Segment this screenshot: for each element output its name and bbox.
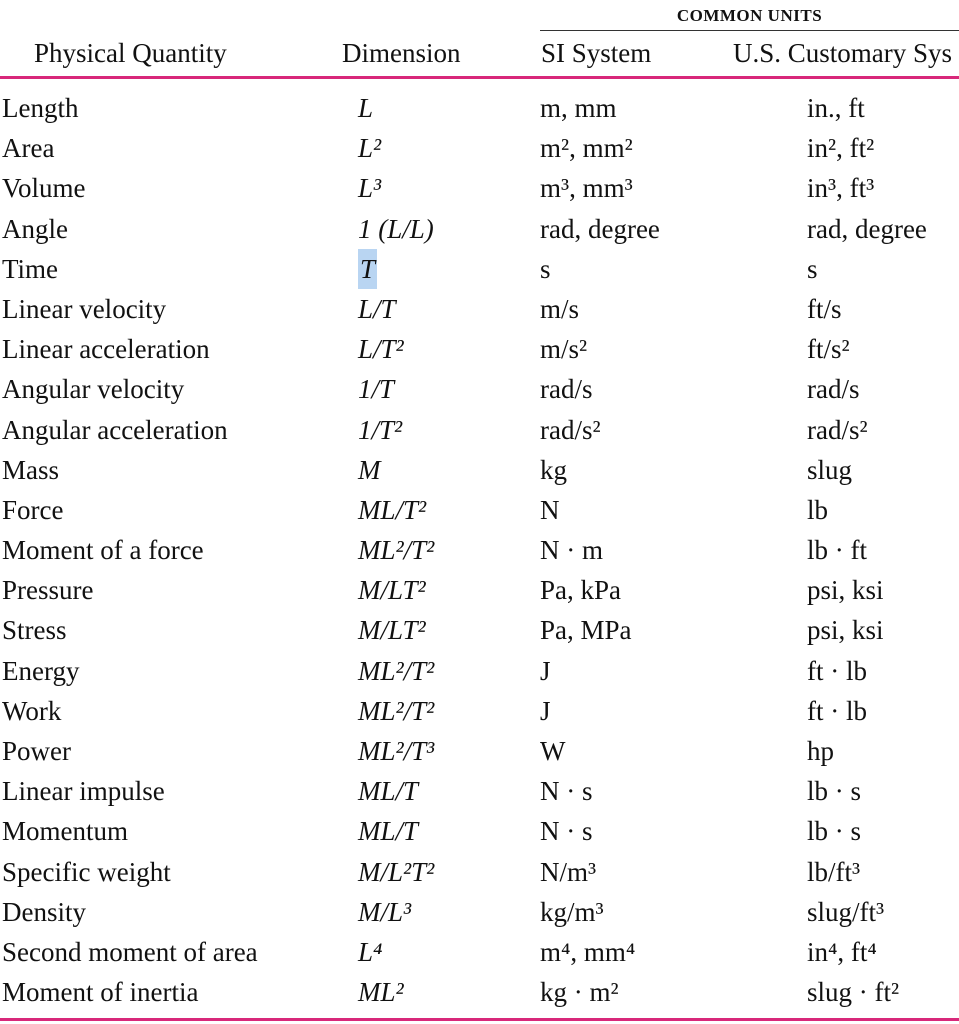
table-row [0, 450, 959, 490]
cell-quantity: Second moment of area [2, 936, 258, 967]
cell-quantity: Angular velocity [2, 374, 185, 405]
table-body [0, 88, 959, 1012]
cell-quantity: Energy [2, 655, 80, 686]
header-rule [0, 76, 959, 79]
cell-si-unit: m³, mm³ [540, 173, 633, 204]
cell-quantity: Pressure [2, 575, 94, 606]
table-row [0, 570, 959, 610]
cell-dimension: 1/T [358, 374, 395, 405]
table-row [0, 369, 959, 409]
col-header-quantity: Physical Quantity [34, 38, 227, 68]
cell-us-unit: in², ft² [807, 133, 875, 164]
cell-quantity: Time [2, 253, 59, 284]
table-row [0, 852, 959, 892]
common-units-underline [540, 30, 959, 31]
cell-dimension: L⁴ [358, 936, 383, 967]
cell-dimension: T [358, 249, 377, 289]
cell-us-unit: slug [807, 454, 853, 485]
cell-si-unit: kg [540, 454, 567, 485]
cell-si-unit: N · s [540, 816, 593, 847]
cell-si-unit: N · s [540, 776, 593, 807]
cell-si-unit: N/m³ [540, 856, 597, 887]
cell-quantity: Volume [2, 173, 86, 204]
cell-quantity: Angle [2, 213, 68, 244]
cell-si-unit: Pa, MPa [540, 615, 632, 646]
table-row [0, 209, 959, 249]
cell-dimension: ML²/T² [358, 535, 435, 566]
cell-quantity: Power [2, 736, 71, 766]
cell-dimension: 1/T² [358, 414, 403, 445]
cell-us-unit: ft · lb [807, 655, 867, 686]
cell-us-unit: lb · s [807, 776, 861, 807]
cell-si-unit: rad/s [540, 374, 593, 405]
cell-quantity: Mass [2, 454, 60, 485]
cell-quantity: Linear acceleration [2, 334, 210, 365]
table-row [0, 610, 959, 650]
cell-dimension: ML/T² [358, 494, 427, 525]
cell-si-unit: s [540, 253, 551, 284]
table-row [0, 289, 959, 329]
cell-si-unit: rad, degree [540, 213, 660, 244]
cell-us-unit: hp [807, 736, 834, 766]
table-row [0, 972, 959, 1012]
cell-us-unit: slug/ft³ [807, 896, 885, 927]
cell-dimension: M/L²T² [358, 856, 435, 887]
cell-dimension: M/LT² [358, 615, 426, 646]
footer-rule [0, 1018, 959, 1021]
cell-us-unit: ft/s² [807, 334, 850, 365]
cell-dimension: ML/T [358, 816, 419, 847]
cell-quantity: Linear impulse [2, 776, 165, 807]
col-header-si: SI System [541, 38, 652, 68]
cell-si-unit: m, mm [540, 93, 617, 123]
cell-us-unit: ft · lb [807, 695, 867, 726]
cell-si-unit: kg · m² [540, 977, 619, 1008]
cell-quantity: Moment of inertia [2, 977, 199, 1008]
table-row [0, 249, 959, 289]
cell-us-unit: ft/s [807, 293, 842, 324]
cell-si-unit: m/s² [540, 334, 588, 365]
cell-si-unit: rad/s² [540, 414, 601, 445]
cell-us-unit: lb · s [807, 816, 861, 847]
cell-dimension: L² [358, 133, 382, 164]
cell-us-unit: lb [807, 494, 829, 525]
cell-quantity: Density [2, 896, 86, 927]
cell-si-unit: m/s [540, 293, 580, 324]
cell-dimension: ML²/T² [358, 695, 435, 726]
cell-quantity: Angular acceleration [2, 414, 228, 445]
cell-dimension: ML/T [358, 776, 419, 807]
table-row [0, 329, 959, 369]
cell-us-unit: rad/s² [807, 414, 868, 445]
table-row [0, 530, 959, 570]
col-header-us: U.S. Customary Sys [733, 38, 953, 68]
cell-quantity: Length [2, 93, 79, 123]
cell-quantity: Momentum [2, 816, 128, 847]
cell-us-unit: rad/s [807, 374, 860, 405]
cell-si-unit: m², mm² [540, 133, 633, 164]
table-row [0, 168, 959, 208]
cell-quantity: Area [2, 133, 55, 164]
cell-quantity: Stress [2, 615, 67, 646]
cell-us-unit: slug · ft² [807, 977, 900, 1008]
cell-dimension: M [358, 454, 381, 485]
cell-dimension: ML²/T³ [358, 736, 435, 766]
cell-dimension: M/L³ [358, 896, 412, 927]
cell-us-unit: in., ft [807, 93, 865, 123]
cell-quantity: Work [2, 695, 62, 726]
cell-quantity: Moment of a force [2, 535, 204, 566]
cell-si-unit: m⁴, mm⁴ [540, 936, 636, 967]
cell-quantity: Linear velocity [2, 293, 167, 324]
cell-quantity: Specific weight [2, 856, 171, 887]
table-row [0, 892, 959, 932]
table-row [0, 731, 959, 771]
cell-si-unit: Pa, kPa [540, 575, 621, 606]
cell-si-unit: N [540, 494, 560, 525]
cell-si-unit: J [540, 655, 551, 686]
table-row [0, 932, 959, 972]
cell-quantity: Force [2, 494, 64, 525]
table-row [0, 771, 959, 811]
cell-dimension: ML² [358, 977, 404, 1008]
common-units-header: COMMON UNITS [676, 6, 823, 25]
cell-dimension: L/T² [358, 334, 404, 365]
cell-dimension: 1 (L/L) [358, 213, 434, 244]
cell-si-unit: N · m [540, 535, 603, 566]
cell-si-unit: J [540, 695, 551, 726]
table-row [0, 490, 959, 530]
cell-us-unit: in³, ft³ [807, 173, 875, 204]
cell-us-unit: in⁴, ft⁴ [807, 936, 877, 967]
table-row [0, 88, 959, 128]
cell-dimension: L/T [358, 293, 396, 324]
col-header-dimension: Dimension [342, 38, 461, 68]
cell-dimension: M/LT² [358, 575, 426, 606]
table-row [0, 128, 959, 168]
cell-us-unit: lb/ft³ [807, 856, 861, 887]
table-row [0, 811, 959, 851]
cell-us-unit: lb · ft [807, 535, 867, 566]
cell-si-unit: kg/m³ [540, 896, 604, 927]
cell-us-unit: rad, degree [807, 213, 927, 244]
table-row [0, 410, 959, 450]
cell-us-unit: s [807, 253, 818, 284]
cell-dimension: ML²/T² [358, 655, 435, 686]
table-row [0, 651, 959, 691]
cell-us-unit: psi, ksi [807, 575, 884, 606]
cell-si-unit: W [540, 736, 566, 766]
table-row [0, 691, 959, 731]
cell-dimension: L³ [358, 173, 382, 204]
cell-dimension: L [358, 93, 374, 123]
cell-us-unit: psi, ksi [807, 615, 884, 646]
